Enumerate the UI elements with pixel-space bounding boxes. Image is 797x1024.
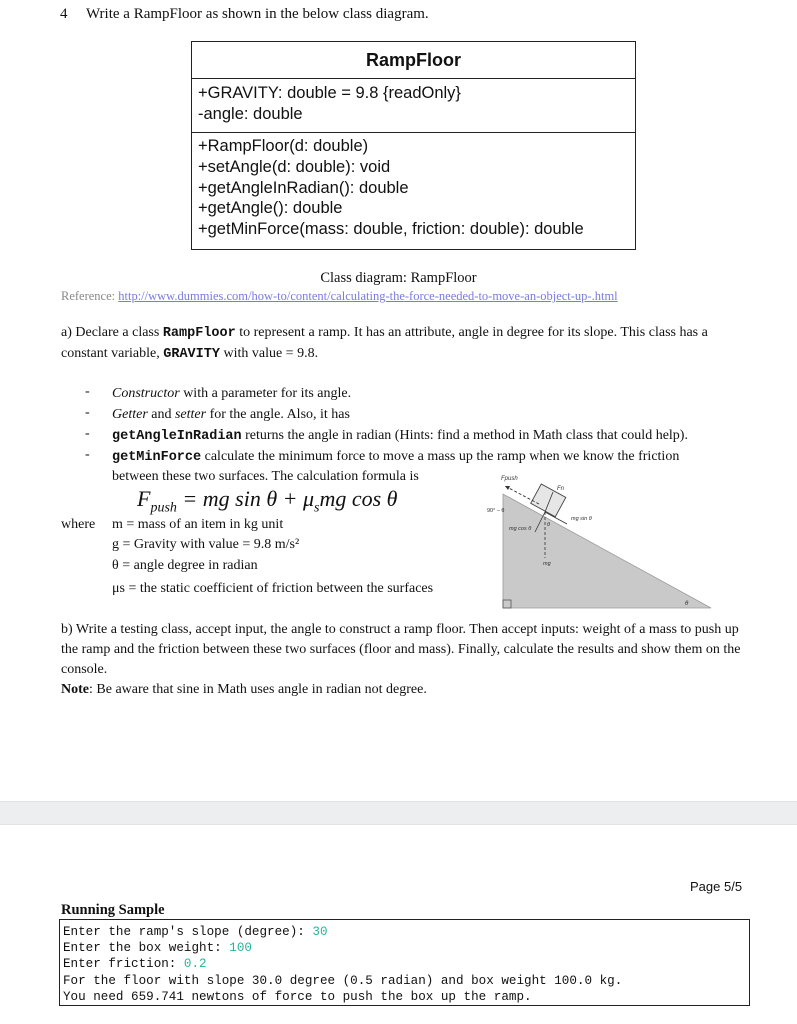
mg-cos-label: mg cos θ (509, 526, 532, 532)
part-a-text: a) Declare a class (61, 325, 163, 340)
part-a-paragraph (61, 323, 751, 365)
bullet-text: calculate the minimum force to move a mass up the ramp when we know the friction (201, 449, 680, 464)
bullet-dash: - (85, 405, 90, 420)
console-line (63, 940, 746, 956)
angle-top-label: 90° – θ (487, 508, 505, 514)
uml-method: +getAngleInRadian(): double (198, 178, 409, 197)
reference (61, 289, 618, 304)
console-output (59, 919, 750, 1006)
reference-link[interactable]: http://www.dummies.com/how-to/content/calculating-the-force-needed-to-move-an-object-up-.html (118, 289, 618, 303)
formula-lhs: F (137, 486, 151, 511)
part-b-note (61, 680, 751, 700)
mg-label: mg (543, 561, 551, 567)
uml-method: +getAngle(): double (198, 199, 343, 218)
question-number: 4 (60, 6, 68, 22)
uml-methods (192, 133, 635, 243)
class-name-code: RampFloor (162, 326, 236, 341)
bullet-text: for the angle. Also, it has (206, 407, 350, 422)
bullet-get-min-force (112, 447, 679, 468)
uml-method: +getMinForce(mass: double, friction: double): double (198, 220, 584, 239)
uml-method: +RampFloor(d: double) (198, 137, 369, 155)
formula-rhs: = mg sin θ + μ (176, 486, 315, 511)
bullet-text: with a parameter for its angle. (179, 386, 352, 401)
uml-attribute: +GRAVITY: double = 9.8 {readOnly} (198, 84, 461, 102)
bullet-text: and (147, 407, 175, 422)
note-text: : Be aware that sine in Math uses angle in radian not degree. (89, 682, 427, 697)
force-formula (137, 486, 398, 516)
page-divider (0, 801, 797, 825)
push-arrowhead (505, 486, 510, 490)
part-a-text: with value = 9.8. (219, 346, 319, 361)
uml-attribute: -angle: double (198, 105, 303, 123)
gravity-code: GRAVITY (163, 347, 220, 362)
ramp-triangle (503, 494, 711, 608)
fpush-label: Fpush (501, 476, 518, 482)
console-line (63, 924, 746, 940)
bullet-emphasis: Constructor (112, 386, 180, 401)
ramp-force-diagram (483, 468, 715, 610)
bullet-dash: - (85, 447, 90, 462)
note-label: Note (61, 682, 89, 697)
running-sample-title: Running Sample (61, 902, 165, 918)
method-code: getAngleInRadian (112, 429, 242, 444)
theta-small-label: θ (547, 522, 550, 528)
formula-rhs: mg cos θ (319, 486, 398, 511)
bullet-text: returns the angle in radian (Hints: find a method in Math class that could help). (241, 428, 688, 443)
reference-label: Reference: (61, 289, 119, 303)
console-prompt: Enter the ramp's slope (degree): (63, 925, 313, 939)
bullet-emphasis: setter (174, 407, 207, 422)
bullet-get-angle-radian (112, 426, 688, 447)
console-input: 100 (229, 941, 252, 956)
diagram-caption: Class diagram: RampFloor (320, 270, 477, 286)
bullet-getter-setter (112, 405, 350, 425)
uml-attributes (192, 79, 635, 133)
definition-gravity: g = Gravity with value = 9.8 m/s² (112, 537, 300, 552)
bullet-emphasis: Getter (112, 407, 148, 422)
question-text: Write a RampFloor as shown in the below class diagram. (86, 6, 429, 22)
page-number: Page 5/5 (690, 879, 743, 894)
formula-lhs-sub: push (150, 500, 177, 516)
where-label: where (61, 517, 96, 532)
uml-method: +setAngle(d: double): void (198, 157, 391, 176)
bullet-constructor (112, 384, 351, 404)
bullet-get-min-force-line2: between these two surfaces. The calculation formula is (112, 469, 419, 484)
part-b-text: b) Write a testing class, accept input, the angle to construct a ramp floor. Then accept inputs: weight of a mass to push up the ramp and the friction between these two surfaces (floor and mass). Finally, calculate the results and show them on the console. (61, 622, 741, 677)
console-line (63, 956, 746, 972)
formula-mu-sub: s (314, 500, 320, 516)
console-input: 0.2 (183, 957, 207, 972)
uml-class-name: RampFloor (192, 42, 635, 79)
part-b-paragraph (61, 620, 751, 700)
method-code: getMinForce (112, 450, 202, 465)
mg-sin-label: mg sin θ (571, 516, 592, 522)
definition-mu: μs = the static coefficient of friction between the surfaces (112, 581, 434, 596)
theta-base-label: θ (685, 601, 689, 607)
console-line: For the floor with slope 30.0 degree (0.5 radian) and box weight 100.0 kg. (63, 973, 623, 988)
fn-label: Fn (557, 486, 565, 492)
definition-theta: θ = angle degree in radian (112, 558, 258, 573)
console-line: You need 659.741 newtons of force to push the box up the ramp. (63, 989, 532, 1004)
console-prompt: Enter the box weight: (63, 941, 230, 956)
console-prompt: Enter friction: (63, 957, 184, 972)
bullet-dash: - (85, 426, 90, 441)
uml-class-diagram (191, 41, 636, 250)
definition-mass: m = mass of an item in kg unit (112, 517, 284, 532)
bullet-dash: - (85, 384, 90, 399)
console-input: 30 (312, 925, 328, 939)
part-a-text: to represent a ramp. It has an attribute, angle in degree for its slope. This class has a constant variable, (61, 325, 708, 361)
